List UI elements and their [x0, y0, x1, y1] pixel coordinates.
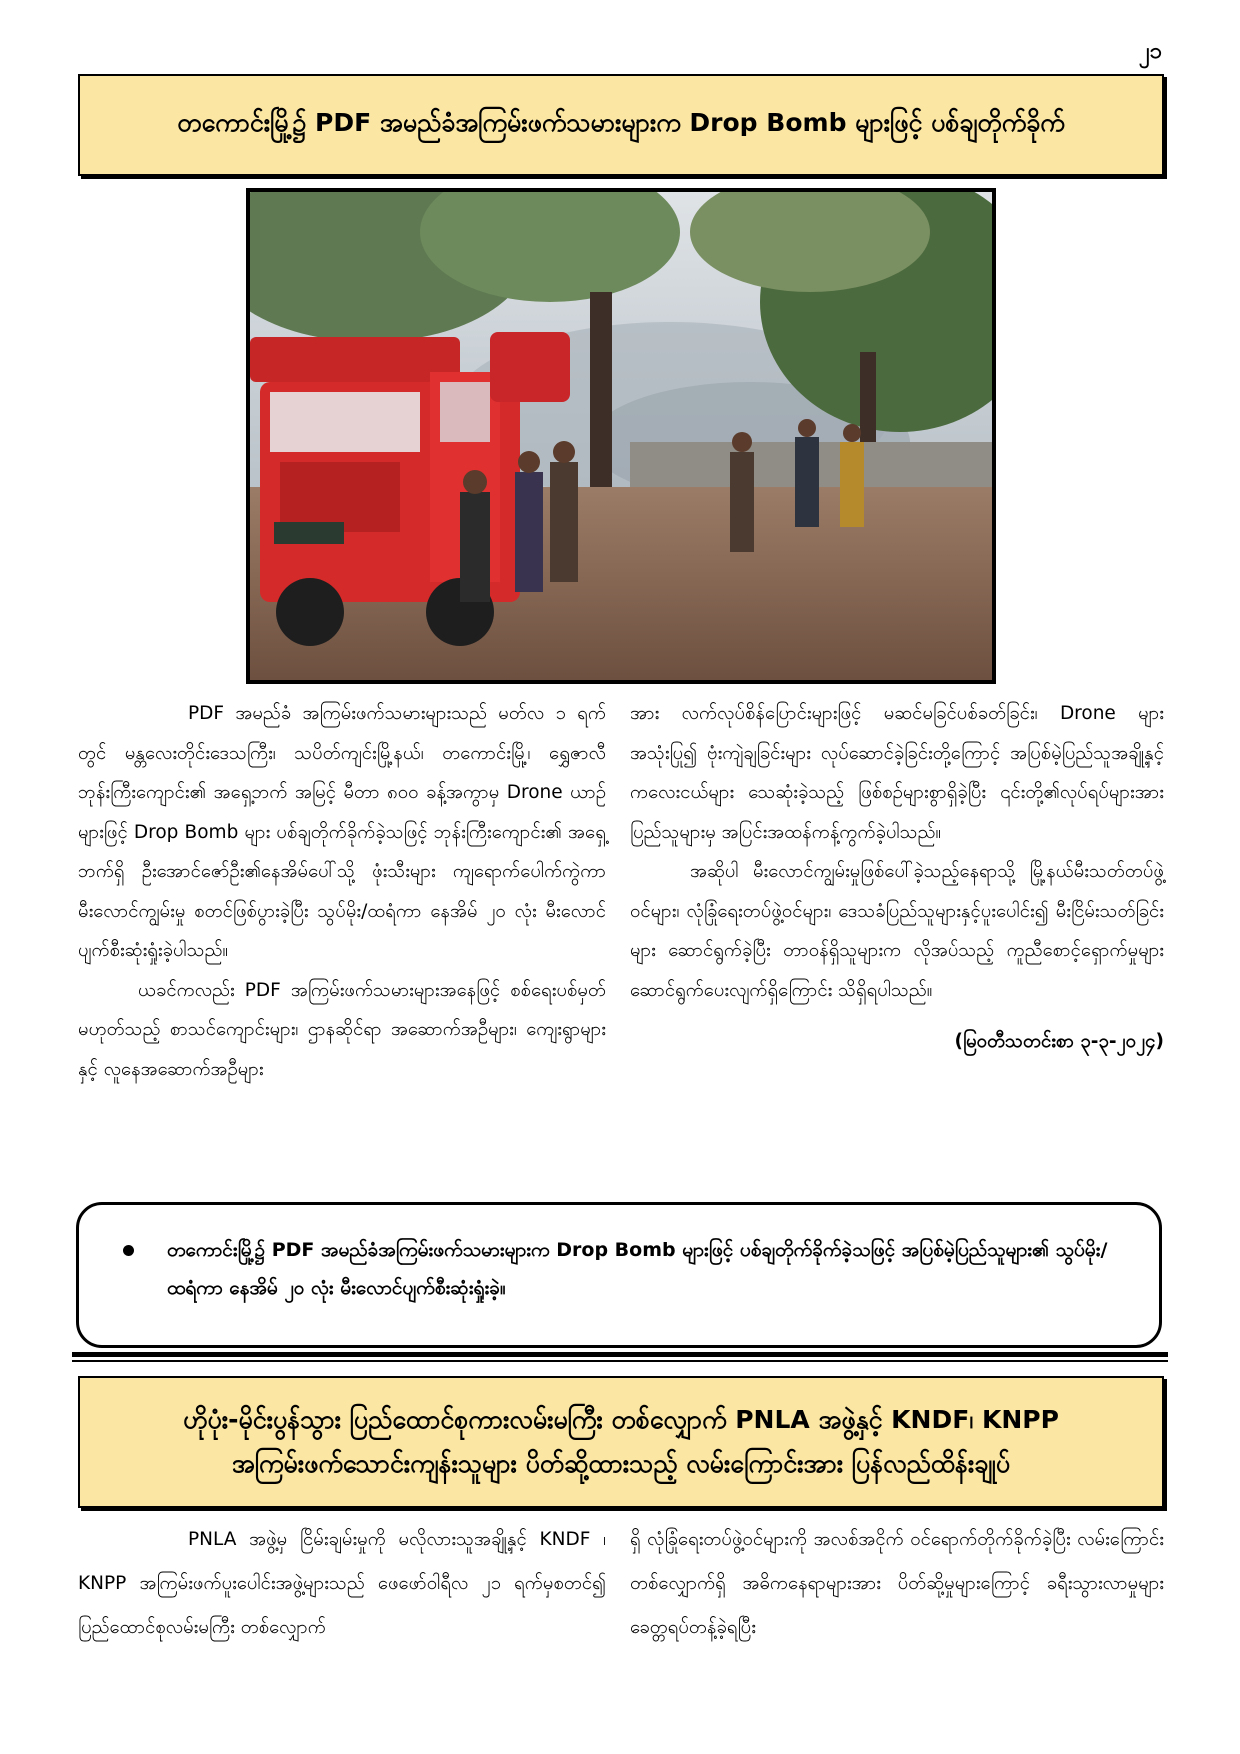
article-2-left-column	[78, 1518, 606, 1650]
bullet-icon	[123, 1245, 134, 1256]
news-photo-fire-truck	[246, 188, 996, 684]
article-2-right-column	[630, 1518, 1164, 1650]
article-1-left-column	[78, 694, 606, 1089]
article-2-headline-line-2: အကြမ်းဖက်သောင်းကျန်းသူများ ပိတ်ဆို့ထားသည့် လမ်းကြောင်းအား ပြန်လည်ထိန်းချုပ်	[231, 1449, 1011, 1478]
article-1-paragraph-4: အဆိုပါ မီးလောင်ကျွမ်းမှုဖြစ်ပေါ်ခဲ့သည့်နေရာသို့ မြို့နယ်မီးသတ်တပ်ဖွဲ့ဝင်များ၊ လုံခြုံရေးတပ်ဖွဲ့ဝင်များ၊ ဒေသခံပြည်သူများနှင့်ပူးပေါင်း၍ မီးငြိမ်းသတ်ခြင်းများ ဆောင်ရွက်ခဲ့ပြီး တာဝန်ရှိသူများက လိုအပ်သည့် ကူညီစောင့်ရှောက်မှုများ ဆောင်ရွက်ပေးလျက်ရှိကြောင်း သိရှိရပါသည်။	[630, 861, 1164, 1001]
article-1-headline	[78, 74, 1164, 176]
article-1-source: (မြဝတီသတင်းစာ ၃-၃-၂၀၂၄)	[954, 1031, 1164, 1052]
article-2-paragraph-2: ရှိ လုံခြုံရေးတပ်ဖွဲ့ဝင်များကို အလစ်အငိုက် ဝင်ရောက်တိုက်ခိုက်ခဲ့ပြီး လမ်းကြောင်းတစ်လျှောက်ရှိ အဓိကနေရာများအား ပိတ်ဆို့မှုများကြောင့် ခရီးသွားလာမှုများ ခေတ္တရပ်တန့်ခဲ့ရပြီး	[630, 1529, 1164, 1638]
section-divider-thin	[72, 1360, 1168, 1362]
article-2-headline	[78, 1376, 1164, 1508]
article-1-paragraph-3: အား လက်လုပ်စိန်ပြောင်းများဖြင့် မဆင်မခြင်ပစ်ခတ်ခြင်း၊ Drone များအသုံးပြု၍ ဗုံးကျဲချခြင်းများ လုပ်ဆောင်ခဲ့ခြင်းတို့ကြောင့် အပြစ်မဲ့ပြည်သူအချို့နှင့် ကလေးငယ်များ သေဆုံးခဲ့သည့် ဖြစ်စဉ်များစွာရှိခဲ့ပြီး ၎င်းတို့၏လုပ်ရပ်များအား ပြည်သူများမှ အပြင်းအထန်ကန့်ကွက်ခဲ့ပါသည်။	[630, 703, 1164, 843]
article-2-paragraph-1: PNLA အဖွဲ့မှ ငြိမ်းချမ်းမှုကို မလိုလားသူအချို့နှင့် KNDF ၊ KNPP အကြမ်းဖက်ပူးပေါင်းအဖွဲ့များသည် ဖေဖော်ဝါရီလ ၂၁ ရက်မှစတင်၍ ပြည်ထောင်စုလမ်းမကြီး တစ်လျှောက်	[78, 1529, 606, 1638]
article-1-headline-text: တကောင်းမြို့၌ PDF အမည်ခံအကြမ်းဖက်သမားများက Drop Bomb များဖြင့် ပစ်ချတိုက်ခိုက်	[177, 107, 1065, 137]
article-1-paragraph-2: ယခင်ကလည်း PDF အကြမ်းဖက်သမားများအနေဖြင့် စစ်ရေးပစ်မှတ်မဟုတ်သည့် စာသင်ကျောင်းများ၊ ဌာနဆိုင်ရာ အဆောက်အဦများ၊ ကျေးရွာများနှင့် လူနေအဆောက်အဦများ	[78, 979, 606, 1080]
summary-box	[76, 1202, 1162, 1348]
section-divider-thick	[72, 1352, 1168, 1357]
page-number: ၂၁	[1138, 39, 1162, 64]
summary-text: တကောင်းမြို့၌ PDF အမည်ခံအကြမ်းဖက်သမားများက Drop Bomb များဖြင့် ပစ်ချတိုက်ခိုက်ခဲ့သဖြင့် အပြစ်မဲ့ပြည်သူများ၏ သွပ်မိုး/ထရံကာ နေအိမ် ၂၀ လုံး မီးလောင်ပျက်စီးဆုံးရှုံးခဲ့။	[167, 1239, 1108, 1299]
article-1-paragraph-1: PDF အမည်ခံ အကြမ်းဖက်သမားများသည် မတ်လ ၁ ရက်တွင် မန္တလေးတိုင်းဒေသကြီး၊ သပိတ်ကျင်းမြို့နယ်၊ တကောင်းမြို့၊ ရွှေဇာလီဘုန်းကြီးကျောင်း၏ အရှေ့ဘက် အမြင့် မီတာ ၈၀၀ ခန့်အကွာမှ Drone ယာဉ်များဖြင့် Drop Bomb များ ပစ်ချတိုက်ခိုက်ခဲ့သဖြင့် ဘုန်းကြီးကျောင်း၏ အရှေ့ဘက်ရှိ ဦးအောင်ဇော်ဦး၏နေအိမ်ပေါ်သို့ ဖုံးသီးများ ကျရောက်ပေါက်ကွဲကာ မီးလောင်ကျွမ်းမှု စတင်ဖြစ်ပွားခဲ့ပြီး သွပ်မိုး/ထရံကာ နေအိမ် ၂၀ လုံး မီးလောင်ပျက်စီးဆုံးရှုံးခဲ့ပါသည်။	[78, 703, 606, 961]
article-2-headline-line-1: ဟိုပုံး-မိုင်းပွန်သွား ပြည်ထောင်စုကားလမ်းမကြီး တစ်လျှောက် PNLA အဖွဲ့နှင့် KNDF၊ KNPP	[183, 1405, 1059, 1434]
article-1-right-column	[630, 694, 1164, 1062]
